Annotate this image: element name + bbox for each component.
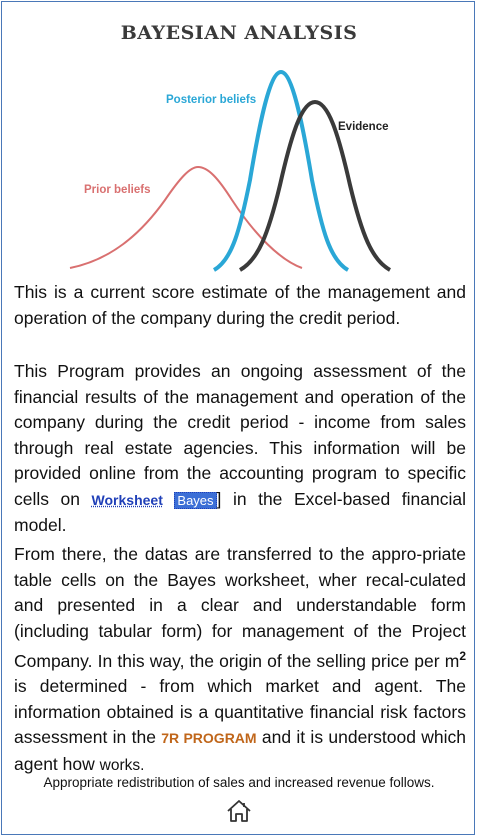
paragraph-details-text-and: and it is understood which agent how [14,727,466,774]
worksheet-link[interactable]: Worksheet [91,491,163,508]
evidence-label: Evidence [338,121,389,133]
paragraph-program-text: This Program provides an ongoing assessment of the financial results of the management and operation of the company during the credit period - income from sales through real estate agencies. This information will be provided online from the accounting program to specific cells on [14,361,466,509]
paragraph-intro: This is a current score estimate of the management and operation of the company during the credit period. [14,282,466,328]
posterior-beliefs-label: Posterior beliefs [166,94,257,106]
paragraph-program-text-end: ] in the Excel-based financial model. [14,488,466,535]
home-icon[interactable] [226,799,252,823]
paragraph-details-text-works: works. [99,756,145,774]
bayesian-curves-illustration [0,60,478,275]
prior-beliefs-curve [70,167,302,268]
bayes-link-selected[interactable]: Bayes [174,492,216,509]
page-title: BAYESIAN ANALYSIS [120,22,358,44]
footer-note: Appropriate redistribution of sales and increased revenue follows. [43,775,435,790]
prior-beliefs-label: Prior beliefs [84,184,151,196]
paragraph-details-text: From there, the datas are transferred to the appro-priate table cells on the Bayes worksheet, wher recal-culated and presented in a clear and understandable form (including tabular form) for management of the Project Company. In this way, the origin of the selling price per m [14,544,466,671]
paragraph-program [14,359,466,539]
paragraph-details [14,542,466,778]
paragraph-details-text-middle: is determined - from which market and agent. The information obtained is a quantitative financial risk factors assessment in the [14,676,466,748]
7r-program-link[interactable]: 7R PROGRAM [161,730,257,747]
superscript-2: 2 [459,649,466,663]
